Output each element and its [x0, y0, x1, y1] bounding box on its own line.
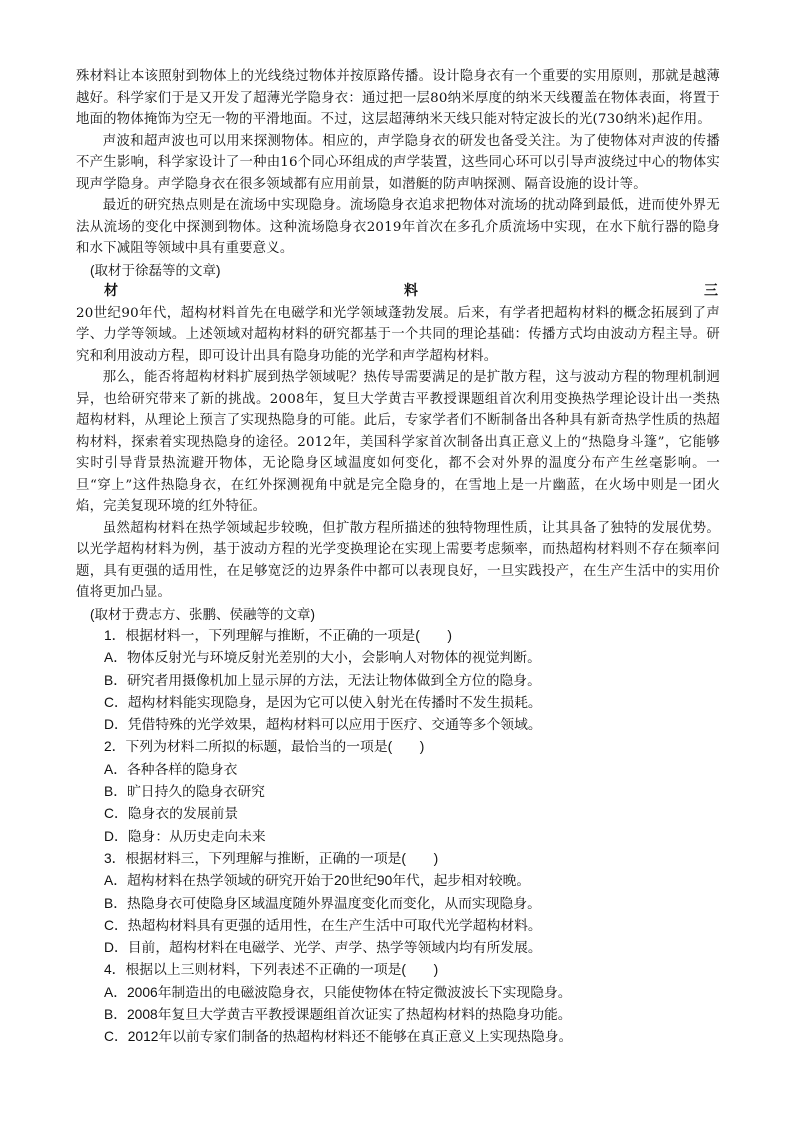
question-stem: 1．根据材料一，下列理解与推断，不正确的一项是( )	[104, 628, 452, 643]
question-stem: 3．根据材料三，下列理解与推断，正确的一项是( )	[104, 850, 439, 866]
material-three-paragraph-1: 20世纪90年代，超构材料首先在电磁学和光学领域蓬勃发展。后来，有学者把超构材料的概念拓展到了声学、力学等领域。上述领域对超构材料的研究都基于一个共同的理论基础：传播方式均由波动方程主导。研究和利用波动方程，即可设计出具有隐身功能的光学和声学超构材料。	[76, 305, 720, 364]
material-two-section	[76, 66, 720, 281]
question-1	[76, 625, 720, 736]
material-three-paragraph-3: 虽然超构材料在热学领域起步较晚，但扩散方程所描述的独特物理性质，让其具备了独特的发展优势。以光学超构材料为例，基于波动方程的光学变换理论在实现上需要考虑频率，而热超构材料则不存在频率问题，具有更强的适用性，在足够宽泛的边界条件中都可以表现良好，一旦实践投产，在生产生活中的实用价值将更加凸显。	[76, 520, 720, 600]
material-two-source: (取材于徐磊等的文章)	[90, 262, 221, 278]
material-three-section	[76, 281, 720, 625]
question-option: A．物体反射光与环境反射光差别的大小，会影响人对物体的视觉判断。	[104, 650, 541, 666]
question-stem: 2．下列为材料二所拟的标题，最恰当的一项是( )	[104, 739, 425, 755]
question-option: B．2008年复旦大学黄吉平教授课题组首次证实了热超构材料的热隐身功能。	[104, 1007, 572, 1023]
material-three-title-char-2: 料	[404, 283, 418, 299]
question-option: D．凭借特殊的光学效果，超构材料可以应用于医疗、交通等多个领域。	[104, 717, 542, 733]
question-option: A．超构材料在热学领域的研究开始于20世纪90年代，起步相对较晚。	[104, 873, 531, 889]
material-three-source: (取材于费志方、张鹏、侯融等的文章)	[90, 606, 315, 622]
question-2	[76, 736, 720, 847]
material-two-paragraph-2: 声波和超声波也可以用来探测物体。相应的，声学隐身衣的研发也备受关注。为了使物体对声波的传播不产生影响，科学家设计了一种由16个同心环组成的声学装置，这些同心环可以引导声波绕过中心的物体实现声学隐身。声学隐身衣在很多领域都有应用前景，如潜艇的防声呐探测、隔音设施的设计等。	[76, 133, 720, 192]
question-option: A．各种各样的隐身衣	[104, 761, 238, 777]
material-three-title	[76, 281, 720, 303]
question-4	[76, 959, 720, 1048]
question-option: C．隐身衣的发展前景	[104, 806, 239, 822]
material-three-title-char-1: 材	[104, 283, 118, 299]
question-option: B．旷日持久的隐身衣研究	[104, 784, 265, 800]
question-option: B．热隐身衣可使隐身区域温度随外界温度变化而变化，从而实现隐身。	[104, 895, 541, 911]
question-option: D．隐身：从历史走向未来	[104, 828, 266, 844]
question-option: D．目前，超构材料在电磁学、光学、声学、热学等领域内均有所发展。	[104, 940, 542, 956]
question-3	[76, 848, 720, 959]
question-option: B．研究者用摄像机加上显示屏的方法，无法让物体做到全方位的隐身。	[104, 672, 541, 688]
material-two-paragraph-1: 殊材料让本该照射到物体上的光线绕过物体并按原路传播。设计隐身衣有一个重要的实用原则，那就是越薄越好。科学家们于是又开发了超薄光学隐身衣：通过把一层80纳米厚度的纳米天线覆盖在物体表面，将置于地面的物体掩饰为空无一物的平滑地面。不过，这层超薄纳米天线只能对特定波长的光(730纳米)起作用。	[76, 69, 720, 127]
material-three-paragraph-2: 那么，能否将超构材料扩展到热学领域呢？热传导需要满足的是扩散方程，这与波动方程的物理机制迥异，也给研究带来了新的挑战。2008年，复旦大学黄吉平教授课题组首次利用变换热学理论设计出一类热超构材料，从理论上预言了实现热隐身的可能。此后，专家学者们不断制备出各种具有新奇热学性质的热超构材料，探索着实现热隐身的途径。2012年，美国科学家首次制备出真正意义上的“热隐身斗篷”，它能够实时引导背景热流避开物体，无论隐身区域温度如何变化，都不会对外界的温度分布产生丝毫影响。一旦“穿上”这件热隐身衣，在红外探测视角中就是完全隐身的，在雪地上是一片幽蓝，在火场中则是一团火焰，完美复现环境的红外特征。	[76, 370, 720, 514]
question-option: C．超构材料能实现隐身，是因为它可以使入射光在传播时不发生损耗。	[104, 694, 542, 710]
question-option: C．热超构材料具有更强的适用性，在生产生活中可取代光学超构材料。	[104, 917, 542, 933]
questions-section	[76, 625, 720, 1049]
question-option: A．2006年制造出的电磁波隐身衣，只能使物体在特定微波波长下实现隐身。	[104, 984, 572, 1000]
material-two-paragraph-3: 最近的研究热点则是在流场中实现隐身。流场隐身衣追求把物体对流场的扰动降到最低，进而使外界无法从流场的变化中探测到物体。这种流场隐身衣2019年首次在多孔介质流场中实现，在水下航行器的隐身和水下减阻等领域中具有重要意义。	[76, 198, 720, 256]
material-three-title-char-3: 三	[704, 283, 718, 299]
question-option: C．2012年以前专家们制备的热超构材料还不能够在真正意义上实现热隐身。	[104, 1029, 573, 1045]
question-stem: 4．根据以上三则材料，下列表述不正确的一项是( )	[104, 962, 439, 978]
